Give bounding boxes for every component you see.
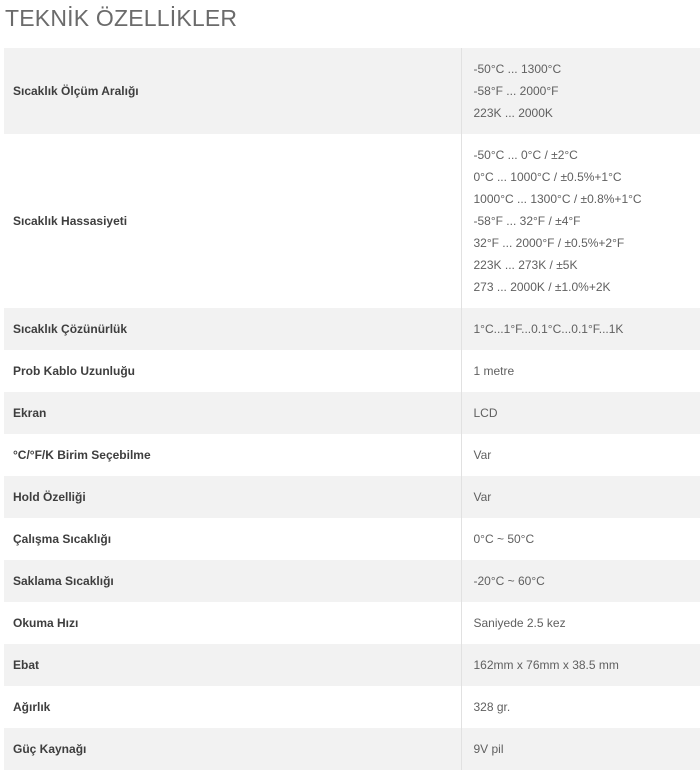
spec-value-line: -58°F ... 32°F / ±4°F <box>473 214 581 228</box>
spec-label: Okuma Hızı <box>4 602 461 644</box>
spec-value-line: Saniyede 2.5 kez <box>473 616 566 630</box>
spec-value-line: 328 gr. <box>473 700 511 714</box>
spec-value <box>461 308 700 350</box>
spec-value-line: 1 metre <box>473 364 515 378</box>
spec-label: Ekran <box>4 392 461 434</box>
table-row <box>4 48 700 134</box>
spec-value-line: 0°C ~ 50°C <box>473 532 535 546</box>
spec-value-line: 0°C ... 1000°C / ±0.5%+1°C <box>473 170 622 184</box>
spec-value <box>461 134 700 308</box>
spec-label: Prob Kablo Uzunluğu <box>4 350 461 392</box>
spec-value-line: 223K ... 273K / ±5K <box>473 258 578 272</box>
spec-value-line: -50°C ... 1300°C <box>473 62 562 76</box>
spec-value <box>461 602 700 644</box>
spec-label: Sıcaklık Ölçüm Aralığı <box>4 48 461 134</box>
spec-label: Ebat <box>4 644 461 686</box>
page-title: TEKNİK ÖZELLİKLER <box>5 5 238 31</box>
spec-value <box>461 518 700 560</box>
table-row <box>4 134 700 308</box>
spec-value-line: -58°F ... 2000°F <box>473 84 559 98</box>
table-row <box>4 350 700 392</box>
spec-value-line: 9V pil <box>473 742 504 756</box>
spec-value <box>461 434 700 476</box>
spec-label: Güç Kaynağı <box>4 728 461 770</box>
table-row <box>4 476 700 518</box>
spec-value-line: 273 ... 2000K / ±1.0%+2K <box>473 280 611 294</box>
spec-label: Sıcaklık Hassasiyeti <box>4 134 461 308</box>
spec-value-line: 32°F ... 2000°F / ±0.5%+2°F <box>473 236 625 250</box>
spec-value-line: 1000°C ... 1300°C / ±0.8%+1°C <box>473 192 642 206</box>
spec-label: Saklama Sıcaklığı <box>4 560 461 602</box>
table-row <box>4 728 700 770</box>
spec-value-line: -50°C ... 0°C / ±2°C <box>473 148 578 162</box>
spec-value-line: LCD <box>473 406 498 420</box>
spec-value-line: 223K ... 2000K <box>473 106 553 120</box>
table-row <box>4 308 700 350</box>
spec-label: Sıcaklık Çözünürlük <box>4 308 461 350</box>
spec-value-line: 162mm x 76mm x 38.5 mm <box>473 658 619 672</box>
table-row <box>4 644 700 686</box>
spec-value <box>461 728 700 770</box>
spec-value-line: -20°C ~ 60°C <box>473 574 545 588</box>
spec-value <box>461 476 700 518</box>
spec-value <box>461 48 700 134</box>
table-row <box>4 518 700 560</box>
spec-value <box>461 644 700 686</box>
table-row <box>4 560 700 602</box>
spec-label: Çalışma Sıcaklığı <box>4 518 461 560</box>
table-row <box>4 686 700 728</box>
table-row <box>4 434 700 476</box>
spec-value-line: 1°C...1°F...0.1°C...0.1°F...1K <box>473 322 624 336</box>
spec-value-line: Var <box>473 490 492 504</box>
spec-label: °C/°F/K Birim Seçebilme <box>4 434 461 476</box>
spec-value <box>461 560 700 602</box>
spec-value <box>461 686 700 728</box>
spec-value <box>461 350 700 392</box>
spec-label: Ağırlık <box>4 686 461 728</box>
spec-value <box>461 392 700 434</box>
spec-label: Hold Özelliği <box>4 476 461 518</box>
spec-value-line: Var <box>473 448 492 462</box>
table-row <box>4 392 700 434</box>
table-row <box>4 602 700 644</box>
spec-table <box>4 48 700 770</box>
